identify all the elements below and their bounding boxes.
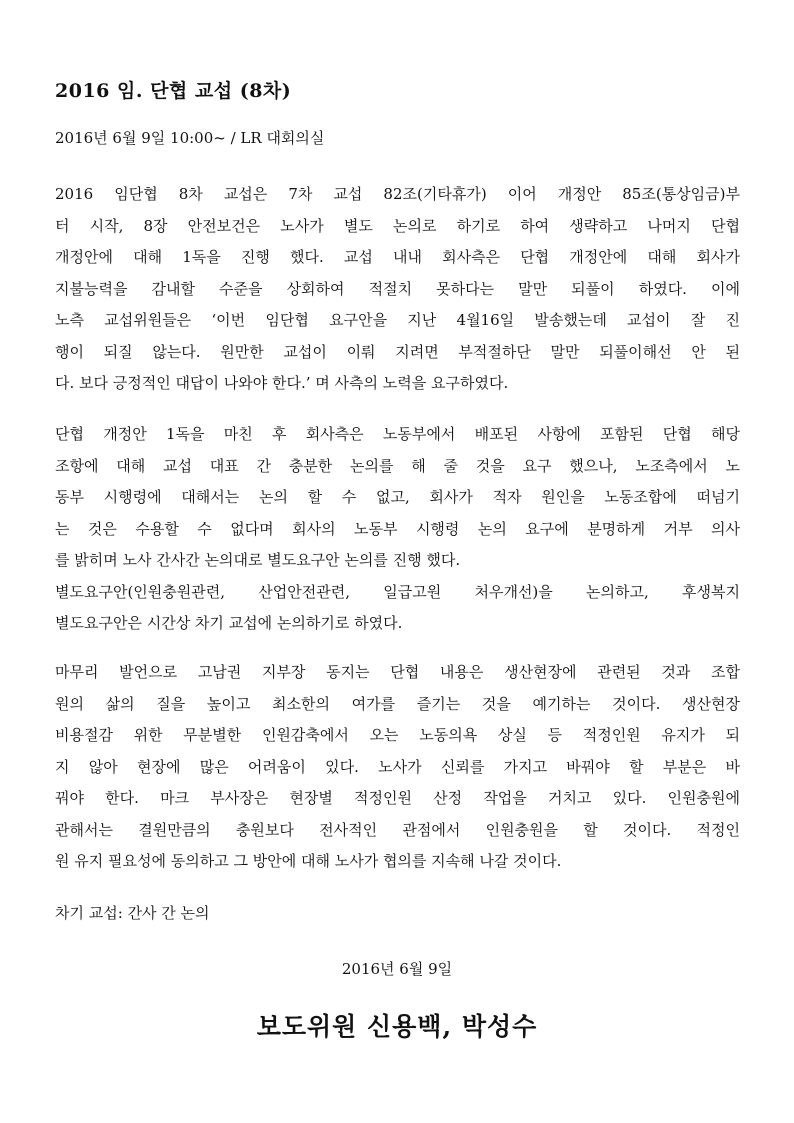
paragraph-line: 단협 개정안 1독을 마친 후 회사측은 노동부에서 배포된 사항에 포함된 단협 해당 — [55, 425, 740, 443]
paragraph-line: 원의 삶의 질을 높이고 최소한의 여가를 즐기는 것을 예기하는 것이다. 생산현장 — [55, 694, 740, 713]
paragraph-line: 지 않아 현장에 많은 어려움이 있다. 노사가 신뢰를 가지고 바꿔야 할 부분은 바 — [55, 757, 740, 776]
paragraph-negotiation-summary — [55, 179, 740, 400]
paragraph-line: 비용절감 위한 무분별한 인원감축에서 오는 노동의욕 상실 등 적정인원 유지가 되 — [55, 726, 740, 744]
paragraph-line: 노측 교섭위원들은 ‘이번 임단협 요구안을 지난 4월16일 발송했는데 교섭이 잘 진 — [55, 311, 740, 329]
paragraph-line: 별도요구안은 시간상 차기 교섭에 논의하기로 하였다. — [55, 614, 403, 632]
paragraph-line: 꿔야 한다. 마크 부사장은 현장별 적정인원 산정 작업을 거치고 있다. 인원충원에 — [55, 789, 740, 807]
paragraph-line: 원 유지 필요성에 동의하고 그 방안에 대해 노사가 협의를 지속해 나갈 것이다. — [55, 852, 562, 870]
publication-date: 2016년 6월 9일 — [341, 960, 453, 978]
paragraph-line: 별도요구안(인원충원관련, 산업안전관련, 일급고원 처우개선)을 논의하고, 후생복지 — [55, 582, 740, 601]
paragraph-line: 동부 시행령에 대해서는 논의 할 수 없고, 회사가 적자 원인을 노동조합에 떠넘기 — [55, 488, 740, 506]
paragraph-line: 2016 임단협 8차 교섭은 7차 교섭 82조(기타휴가) 이어 개정안 85조(통상임금)부 — [55, 185, 740, 203]
paragraph-closing-remarks — [55, 657, 740, 878]
paragraph-line: 는 것은 수용할 수 없다며 회사의 노동부 시행령 논의 요구에 분명하게 거부 의사 — [55, 519, 740, 538]
meeting-datetime-location: 2016년 6월 9일 10:00~ / LR 대회의실 — [55, 129, 325, 147]
paragraph-line: 터 시작, 8장 안전보건은 노사가 별도 논의로 하기로 하여 생략하고 나머지 단협 — [55, 216, 740, 235]
reporter-signature: 보도위원 신용백, 박성수 — [256, 1012, 538, 1041]
paragraph-line: 관해서는 결원만큼의 충원보다 전사적인 관점에서 인원충원을 할 것이다. 적정인 — [55, 820, 740, 839]
next-meeting-note: 차기 교섭: 간사 간 논의 — [55, 904, 210, 922]
paragraph-line: 다. 보다 긍정적인 대답이 나와야 한다.’ 며 사측의 노력을 요구하였다. — [55, 374, 509, 392]
paragraph-line: 개정안에 대해 1독을 진행 했다. 교섭 내내 회사측은 단협 개정안에 대해 회사가 — [55, 248, 740, 266]
paragraph-line: 지불능력을 감내할 수준을 상회하여 적절치 못하다는 말만 되풀이 하였다. 이에 — [55, 279, 740, 298]
paragraph-line: 행이 되질 않는다. 원만한 교섭이 이뤄 지려면 부적절하단 말만 되풀이해선 안 된 — [55, 342, 740, 361]
paragraph-line: 조항에 대해 교섭 대표 간 충분한 논의를 해 줄 것을 요구 했으나, 노조측에서 노 — [55, 456, 740, 475]
paragraph-line: 마무리 발언으로 고남권 지부장 동지는 단협 내용은 생산현장에 관련된 것과 조합 — [55, 663, 740, 681]
paragraph-line: 를 밝히며 노사 간사간 논의대로 별도요구안 논의를 진행 했다. — [55, 551, 461, 569]
paragraph-separate-demands — [55, 419, 740, 640]
document-title: 2016 임. 단협 교섭 (8차) — [55, 80, 292, 102]
